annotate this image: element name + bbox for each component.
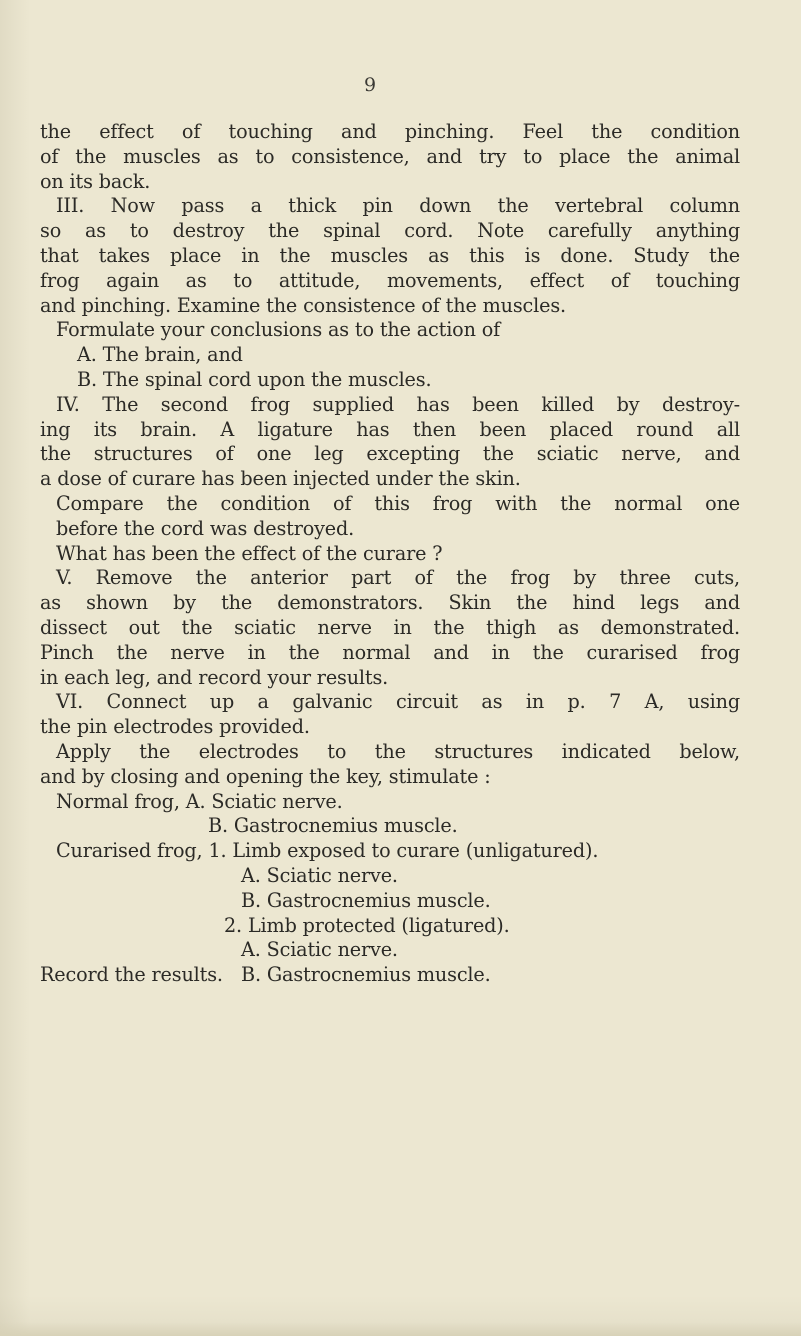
text-line: the pin electrodes provided. — [40, 715, 310, 739]
text-line: the structures of one leg excepting the sciatic nerve, and — [40, 442, 740, 466]
text-line: B. Gastrocnemius muscle. — [241, 963, 491, 987]
text-line: B. Gastrocnemius muscle. — [208, 814, 458, 838]
text-line: VI. Connect up a galvanic circuit as in p. 7 A, using — [56, 690, 740, 714]
text-line: A. The brain, and — [77, 343, 243, 367]
text-line: Formulate your conclusions as to the action of — [56, 318, 501, 342]
text-line: a dose of curare has been injected under the skin. — [40, 467, 521, 491]
page-number: 9 — [363, 74, 377, 96]
text-line: ing its brain. A ligature has then been placed round all — [40, 417, 740, 441]
text-line: before the cord was destroyed. — [56, 516, 355, 540]
text-line: What has been the effect of the curare ? — [56, 541, 443, 565]
text-line: B. The spinal cord upon the muscles. — [77, 367, 432, 391]
text-line: and by closing and opening the key, stimulate : — [40, 764, 491, 788]
text-line: in each leg, and record your results. — [40, 665, 389, 689]
text-line: V. Remove the anterior part of the frog by three cuts, — [56, 566, 740, 590]
text-line: so as to destroy the spinal cord. Note carefully anything — [40, 219, 740, 243]
text-line: A. Sciatic nerve. — [241, 938, 398, 962]
text-line: on its back. — [40, 169, 151, 193]
text-line: the effect of touching and pinching. Feel the condition — [40, 120, 740, 143]
page-body-text — [40, 120, 740, 988]
text-line: A. Sciatic nerve. — [241, 863, 398, 887]
text-line: as shown by the demonstrators. Skin the hind legs and — [40, 591, 740, 615]
text-line: Compare the condition of this frog with the normal one — [56, 491, 740, 515]
text-line: that takes place in the muscles as this is done. Study the — [40, 243, 740, 267]
text-line: 2. Limb protected (ligatured). — [224, 913, 510, 937]
text-line: Normal frog, A. Sciatic nerve. — [56, 789, 343, 813]
text-line: Pinch the nerve in the normal and in the curarised frog — [40, 640, 740, 664]
text-line: frog again as to attitude, movements, effect of touching — [40, 268, 740, 292]
text-line: dissect out the sciatic nerve in the thigh as demonstrated. — [40, 615, 740, 639]
text-line: of the muscles as to consistence, and try to place the animal — [40, 144, 740, 168]
text-line: IV. The second frog supplied has been killed by destroy- — [56, 392, 740, 416]
text-line: Apply the electrodes to the structures indicated below, — [56, 739, 740, 763]
text-line: Curarised frog, 1. Limb exposed to curare (unligatured). — [56, 839, 599, 863]
text-line: Record the results. — [40, 963, 223, 987]
text-line: B. Gastrocnemius muscle. — [241, 888, 491, 912]
text-line: and pinching. Examine the consistence of the muscles. — [40, 293, 566, 317]
text-line: III. Now pass a thick pin down the vertebral column — [56, 194, 740, 218]
page-bottom-edge — [0, 1322, 801, 1336]
